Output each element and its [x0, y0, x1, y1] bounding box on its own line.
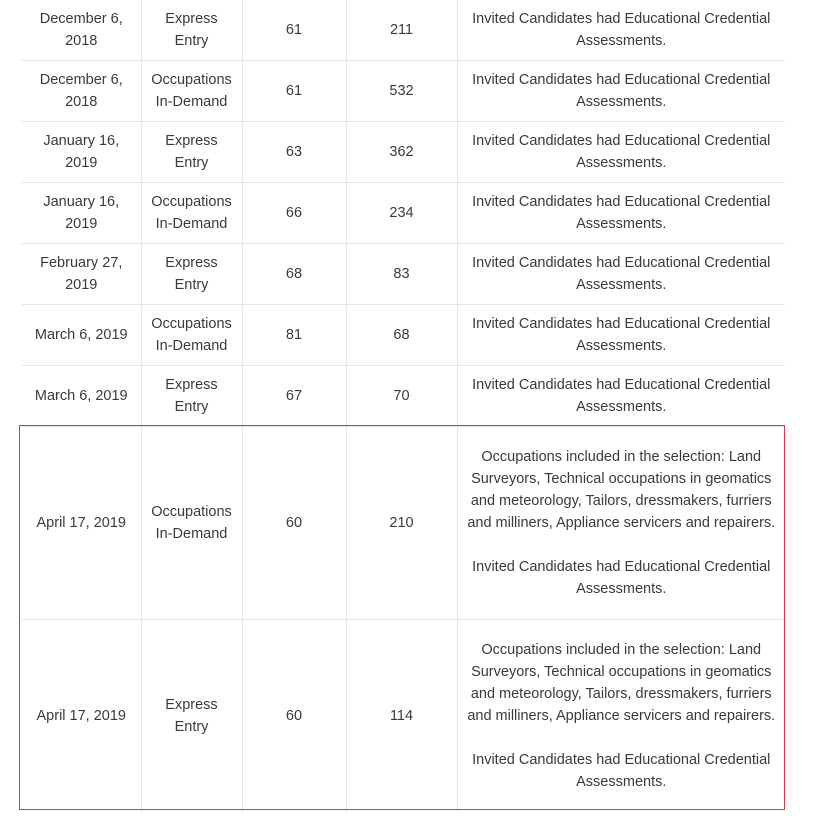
draw-notes-cell	[457, 427, 785, 620]
table-row	[22, 183, 785, 244]
draw-notes-cell	[457, 183, 785, 244]
draw-notes-cell	[457, 366, 785, 427]
note-text: Invited Candidates had Educational Credential Assessments.	[472, 752, 771, 790]
draw-score-cell: 63	[242, 122, 346, 183]
draw-stream-cell: Express Entry	[141, 244, 242, 305]
draw-stream-cell: Occupations In-Demand	[141, 427, 242, 620]
table-row	[22, 305, 785, 366]
note-text: Invited Candidates had Educational Credential Assessments.	[472, 377, 771, 415]
table-row	[22, 427, 785, 620]
table-row	[22, 122, 785, 183]
draws-table-container	[22, 0, 785, 812]
draw-score-cell: 60	[242, 427, 346, 620]
draw-notes-cell	[457, 620, 785, 813]
note-text: Invited Candidates had Educational Credential Assessments.	[472, 133, 771, 171]
draw-date-cell: April 17, 2019	[22, 620, 141, 813]
draw-invites-cell: 211	[346, 0, 457, 61]
draw-date-cell: March 6, 2019	[22, 366, 141, 427]
draw-score-cell: 68	[242, 244, 346, 305]
draw-score-cell: 66	[242, 183, 346, 244]
draw-date-cell: January 16, 2019	[22, 183, 141, 244]
note-text: Invited Candidates had Educational Credential Assessments.	[472, 255, 771, 293]
draw-notes-cell	[457, 305, 785, 366]
draw-stream-cell: Express Entry	[141, 620, 242, 813]
draw-notes-cell	[457, 244, 785, 305]
draw-date-cell: February 27, 2019	[22, 244, 141, 305]
paragraph-gap	[464, 727, 780, 749]
draw-score-cell: 81	[242, 305, 346, 366]
draw-invites-cell: 70	[346, 366, 457, 427]
draw-stream-cell: Express Entry	[141, 366, 242, 427]
table-row	[22, 620, 785, 813]
draw-invites-cell: 532	[346, 61, 457, 122]
draw-date-cell: January 16, 2019	[22, 122, 141, 183]
occupations-note: Occupations included in the selection: Land Surveyors, Technical occupations in geomatics and meteorology, Tailors, dressmakers, furriers and milliners, Appliance servicers and repairers.	[467, 449, 776, 531]
draw-invites-cell: 234	[346, 183, 457, 244]
draw-invites-cell: 114	[346, 620, 457, 813]
paragraph-gap	[464, 534, 780, 556]
draw-date-cell: April 17, 2019	[22, 427, 141, 620]
table-row	[22, 0, 785, 61]
draw-date-cell: December 6, 2018	[22, 61, 141, 122]
note-text: Invited Candidates had Educational Credential Assessments.	[472, 194, 771, 232]
table-row	[22, 244, 785, 305]
draw-date-cell: March 6, 2019	[22, 305, 141, 366]
draw-notes-cell	[457, 122, 785, 183]
table-row	[22, 366, 785, 427]
occupations-note: Occupations included in the selection: Land Surveyors, Technical occupations in geomatics and meteorology, Tailors, dressmakers, furriers and milliners, Appliance servicers and repairers.	[467, 642, 776, 724]
draw-stream-cell: Express Entry	[141, 0, 242, 61]
draw-score-cell: 61	[242, 0, 346, 61]
draw-score-cell: 67	[242, 366, 346, 427]
draw-invites-cell: 362	[346, 122, 457, 183]
draw-date-cell: December 6, 2018	[39, 11, 123, 49]
note-text: Invited Candidates had Educational Credential Assessments.	[472, 316, 771, 354]
draw-score-cell: 61	[242, 61, 346, 122]
note-text: Invited Candidates had Educational Credential Assessments.	[472, 11, 771, 49]
draw-invites-cell: 83	[346, 244, 457, 305]
draw-score-cell: 60	[242, 620, 346, 813]
draw-invites-cell: 68	[346, 305, 457, 366]
draw-invites-cell: 210	[346, 427, 457, 620]
draws-table	[22, 0, 785, 812]
draw-stream-cell: Occupations In-Demand	[141, 61, 242, 122]
draw-stream-cell: Occupations In-Demand	[141, 305, 242, 366]
note-text: Invited Candidates had Educational Credential Assessments.	[472, 559, 771, 597]
draws-table-body	[22, 0, 785, 812]
draw-stream-cell: Occupations In-Demand	[141, 183, 242, 244]
draw-notes-cell	[457, 0, 785, 61]
draw-stream-cell: Express Entry	[141, 122, 242, 183]
note-text: Invited Candidates had Educational Credential Assessments.	[472, 72, 771, 110]
draw-notes-cell	[457, 61, 785, 122]
table-row	[22, 61, 785, 122]
